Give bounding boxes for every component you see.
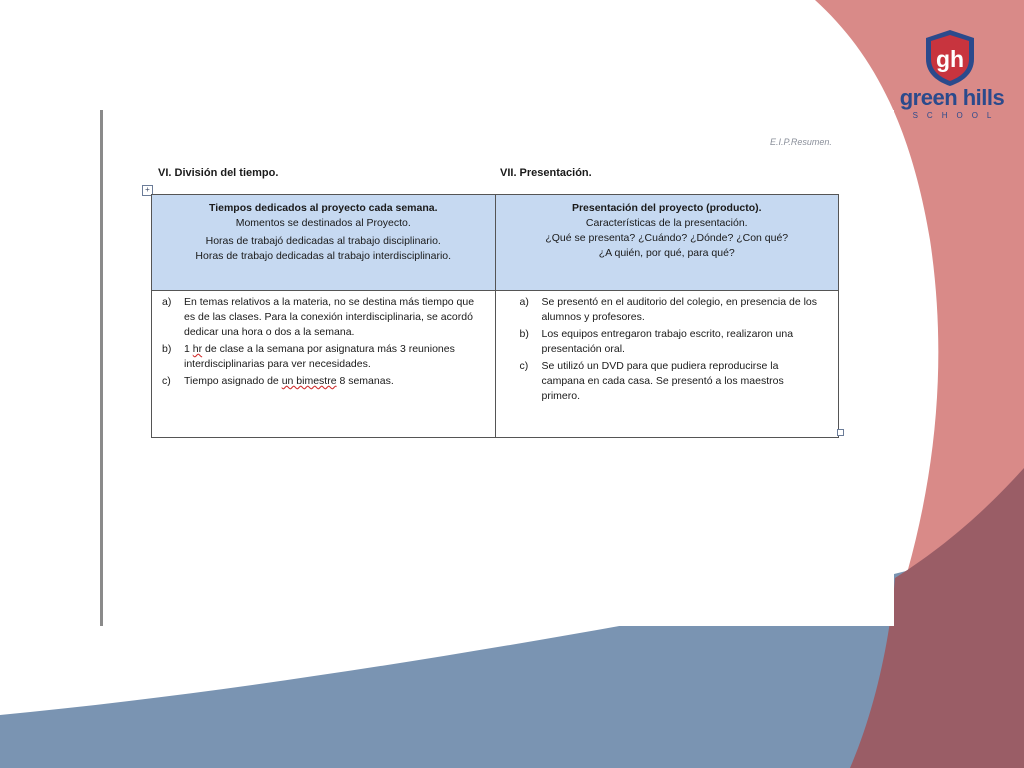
school-logo bbox=[892, 25, 1012, 125]
header-cell-presentation bbox=[495, 195, 839, 291]
list-item-text: Los equipos entregaron trabajo escrito, realizaron una presentación oral. bbox=[541, 328, 794, 355]
list-item bbox=[520, 295, 825, 325]
list-marker: a) bbox=[162, 296, 172, 308]
table-resize-handle[interactable] bbox=[837, 429, 844, 436]
list-item bbox=[162, 295, 487, 340]
header-line: Horas de trabajo dedicadas al trabajo interdisciplinario. bbox=[195, 250, 452, 262]
table-header-row bbox=[152, 195, 839, 291]
list-item-text: de clase a la semana por asignatura más 3 reuniones interdisciplinarias para ver necesidades. bbox=[184, 343, 455, 370]
section-vii-title: VII. Presentación. bbox=[500, 167, 592, 179]
logo-monogram: gh bbox=[935, 46, 965, 72]
list-item-text: Se utilizó un DVD para que pudiera reproducirse la campana en cada casa. Se presentó a los maestros primero. bbox=[541, 360, 784, 402]
header-line: Características de la presentación. bbox=[585, 217, 748, 229]
list-item bbox=[162, 374, 487, 389]
list-marker: b) bbox=[162, 343, 172, 355]
logo-wordmark: green hills bbox=[899, 85, 1005, 110]
header-line: ¿Qué se presenta? ¿Cuándo? ¿Dónde? ¿Con qué? bbox=[545, 232, 789, 244]
header-title-time: Tiempos dedicados al proyecto cada semana. bbox=[208, 202, 438, 214]
summary-table bbox=[151, 194, 839, 438]
document-reference: E.I.P.Resumen. bbox=[770, 137, 832, 147]
header-line: Horas de trabajó dedicadas al trabajo disciplinario. bbox=[205, 235, 441, 247]
spellcheck-flagged-word: un bimestre bbox=[281, 375, 337, 387]
header-cell-time bbox=[152, 195, 496, 291]
shield-icon bbox=[924, 29, 976, 87]
table-move-handle[interactable]: + bbox=[142, 185, 153, 196]
list-item-text: 8 semanas. bbox=[336, 375, 394, 387]
list-item-text: 1 bbox=[184, 343, 193, 355]
time-list bbox=[162, 295, 487, 389]
list-item-text: Se presentó en el auditorio del colegio, en presencia de los alumnos y profesores. bbox=[541, 296, 818, 323]
list-item-text: En temas relativos a la materia, no se destina más tiempo que es de las clases. Para la conexión interdisciplinaria, se acordó dedicar una hora o dos a la semana. bbox=[184, 296, 475, 338]
list-marker: c) bbox=[162, 375, 171, 387]
logo-subtitle: SCHOOL bbox=[912, 111, 1001, 120]
list-marker: c) bbox=[519, 360, 529, 372]
header-title-presentation: Presentación del proyecto (producto). bbox=[571, 202, 762, 214]
list-item bbox=[520, 359, 825, 404]
header-line: Momentos se destinados al Proyecto. bbox=[235, 217, 411, 229]
list-marker: a) bbox=[519, 296, 529, 308]
body-cell-presentation bbox=[495, 291, 839, 438]
header-line: ¿A quién, por qué, para qué? bbox=[598, 247, 735, 259]
list-item-text: Tiempo asignado de bbox=[184, 375, 282, 387]
list-marker: b) bbox=[519, 328, 529, 340]
list-item bbox=[520, 327, 825, 357]
table-body-row bbox=[152, 291, 839, 438]
presentation-list bbox=[520, 295, 825, 404]
body-cell-time bbox=[152, 291, 496, 438]
section-vi-title: VI. División del tiempo. bbox=[158, 167, 279, 179]
list-item bbox=[162, 342, 487, 372]
spellcheck-flagged-word: hr bbox=[192, 343, 203, 355]
